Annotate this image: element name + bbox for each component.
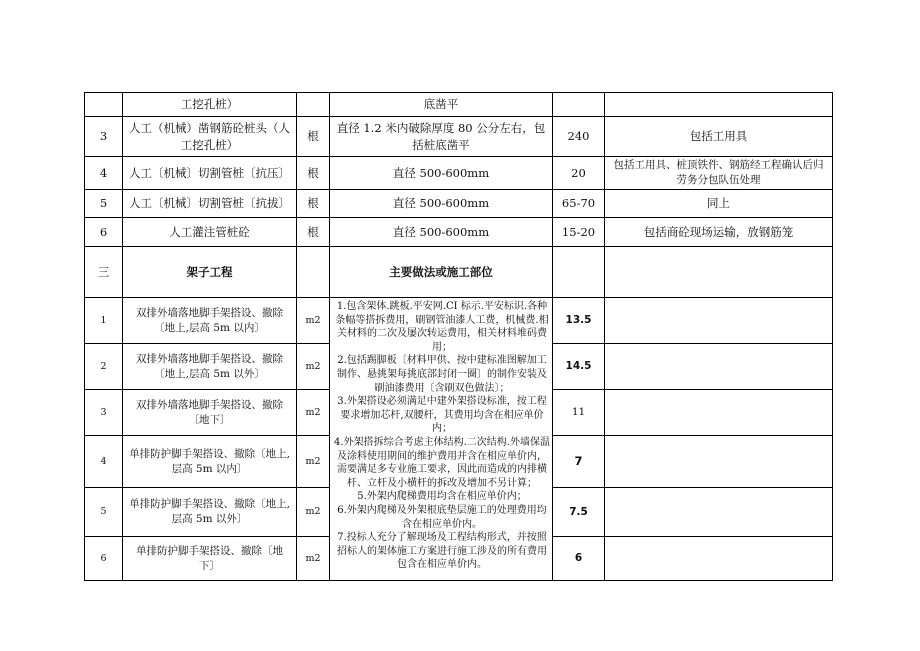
unit-price: 11 [571, 406, 586, 418]
item-name: 人工〔机械〕切割管桩〔抗压〕 [129, 165, 290, 180]
unit: m2 [305, 314, 321, 326]
row-number [85, 93, 122, 116]
row-number: 4 [99, 165, 108, 180]
note: 同上 [707, 196, 730, 210]
method-note: 4.外架搭拆综合考虑主体结构.二次结构.外墙保温及涂料使用期间的维护费用并含在相应单价内，需要满足多专业施工要求，因此而造成的内排横杆、立杆及小横杆的拆改及增加不另计算； [334, 436, 550, 489]
unit-price: 6 [574, 552, 583, 564]
section-number: 三 [97, 264, 110, 279]
scaffold-method-notes [333, 300, 551, 572]
row-number: 5 [100, 506, 107, 517]
method: 直径 500-600mm [392, 224, 490, 239]
unit: m2 [305, 406, 321, 418]
item-name: 双排外墙落地脚手架搭设、撤除〔地上,层高 5m 以外〕 [136, 352, 283, 380]
unit-price: 7 [574, 454, 583, 468]
method-note: 6.外架内爬梯及外架根底垫层施工的处理费用均含在相应单价内。 [337, 504, 547, 530]
unit: 根 [307, 196, 319, 210]
unit: 根 [307, 224, 319, 239]
item-name: 单排防护脚手架搭设、撤除〔地下〕 [136, 544, 283, 572]
note: 包括工用具、桩顶铁件、钢筋经工程确认后归劳务分包队伍处理 [613, 159, 824, 186]
item-name: 工挖孔桩） [180, 97, 239, 111]
method-note: 2.包括踢脚板〔材料甲供、按中建标准图解加工制作、悬挑架每挑底部封闭一圈〕的制作安装及刷油漆费用〔含刷双色做法〕； [337, 355, 547, 394]
row-number: 6 [100, 552, 107, 564]
table-rule [84, 580, 833, 581]
item-name: 双排外墙落地脚手架搭设、撤除〔地上,层高 5m 以内〕 [136, 306, 283, 334]
table-rule [832, 92, 833, 581]
section-title: 架子工程 [186, 264, 233, 279]
item-name: 单排防护脚手架搭设、撤除〔地上,层高 5m 以外〕 [129, 498, 290, 525]
note [605, 93, 832, 116]
unit: m2 [305, 552, 321, 564]
unit: 根 [307, 165, 319, 180]
method: 底凿平 [423, 97, 459, 111]
unit: m2 [305, 506, 321, 517]
unit-price: 65-70 [561, 196, 596, 210]
item-name: 人工（机械）凿钢筋砼桩头（人工挖孔桩） [129, 120, 290, 152]
item-name: 双排外墙落地脚手架搭设、撤除〔地下〕 [136, 398, 283, 426]
method-header: 主要做法或施工部位 [389, 264, 493, 279]
unit [297, 93, 329, 116]
method-note: 5.外架内爬梯费用均含在相应单价内； [357, 491, 527, 503]
unit-price: 7.5 [569, 505, 588, 518]
row-number: 3 [100, 406, 107, 418]
method-note: 7.投标人充分了解现场及工程结构形式，并按照招标人的架体施工方案进行施工涉及的所有费用包含在相应单价内。 [337, 532, 547, 571]
unit: m2 [305, 360, 321, 372]
method-note: 1.包含架体.跳板.平安网.CI 标示.平安标识.各种条幅等搭拆费用，刷钢管油漆人工费，机械费.相关材料的二次及屡次转运费用，相关材料堆码费用； [335, 301, 549, 353]
method: 直径 1.2 米内破除厚度 80 公分左右，包括桩底凿平 [336, 120, 546, 152]
row-number: 4 [100, 455, 107, 467]
unit-price: 240 [567, 129, 590, 143]
unit-price: 13.5 [565, 314, 592, 326]
note: 包括商砼现场运输，放钢筋笼 [643, 224, 794, 239]
row-number: 1 [100, 314, 107, 326]
item-name: 单排防护脚手架搭设、撤除〔地上,层高 5m 以内〕 [129, 447, 290, 475]
row-number: 5 [99, 196, 108, 210]
method: 直径 500-600mm [392, 165, 490, 180]
unit: m2 [305, 455, 321, 467]
method-note: 3.外架搭设必须满足中建外架搭设标准，按工程要求增加芯杆,双腰杆，其费用均含在相应单价内； [337, 396, 547, 435]
note: 包括工用具 [689, 129, 748, 143]
unit-price [553, 93, 604, 116]
unit-price: 14.5 [565, 360, 592, 372]
method: 直径 500-600mm [392, 196, 490, 210]
unit: 根 [307, 129, 319, 143]
row-number: 2 [100, 360, 107, 372]
row-number: 6 [99, 224, 108, 239]
item-name: 人工〔机械〕切割管桩〔抗拔〕 [129, 196, 290, 210]
unit-price: 15-20 [561, 224, 596, 239]
row-number: 3 [99, 129, 108, 143]
item-name: 人工灌注管桩砼 [169, 224, 250, 239]
unit-price: 20 [571, 165, 586, 180]
